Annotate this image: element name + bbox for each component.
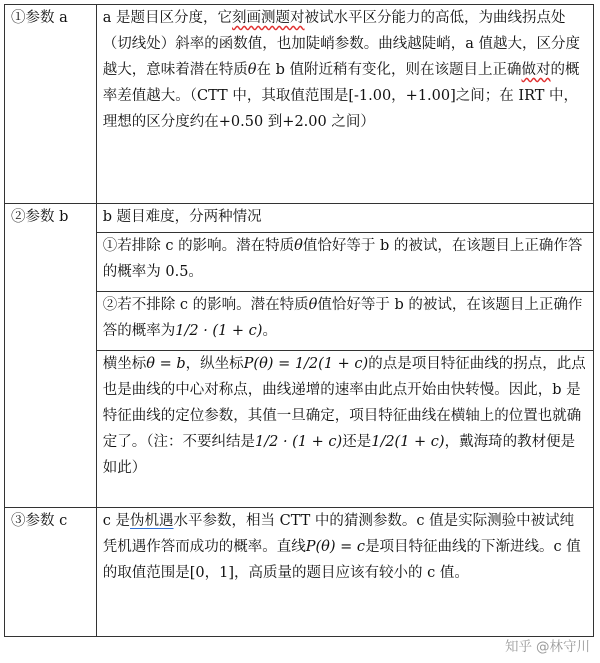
spellcheck-underlined-text: 刻画测题对 — [232, 10, 305, 26]
formula: 1/2 · (1 + c) — [255, 434, 343, 450]
text-segment: 水平参数，相当 CTT 中的猜测参数。c 值是实际测验中被试纯凭机遇作答而成功的概率。直线 — [102, 513, 575, 555]
param-b-case-1 — [96, 233, 593, 292]
param-b-heading: b 题目难度，分两种情况 — [96, 204, 593, 233]
irt-parameter-table — [4, 4, 594, 637]
param-b-label: ②参数 b — [5, 204, 97, 508]
text-segment: 值恰好等于 b 的被试，在该题目上正确作答的概率为 — [102, 297, 583, 339]
text-segment: 横坐标 — [102, 356, 147, 372]
text-segment: a 是题目区分度，它 — [102, 10, 233, 26]
theta-symbol: θ — [308, 297, 318, 313]
text-segment: 在 b 值附近稍有变化，则在该题目上正确 — [256, 62, 522, 78]
param-b-case-2 — [96, 292, 593, 351]
text-segment: 被试水平区分能力的高低，为曲线拐点处（切线处）斜率的函数值，也加陡峭参数。曲线越陡峭，a 值越大，区分度越大，意味着潜在特质 — [102, 10, 581, 78]
theta-symbol: θ — [294, 238, 303, 254]
formula: P(θ) = c — [305, 539, 366, 555]
param-c-label: ③参数 c — [5, 508, 97, 637]
grammar-underlined-text: 伪机遇 — [130, 513, 174, 529]
text-segment: 还是 — [342, 434, 372, 450]
table-row — [5, 508, 594, 637]
watermark-site: 知乎 — [505, 639, 532, 655]
text-segment: ②若不排除 c 的影响。潜在特质 — [102, 297, 309, 313]
param-a-description — [96, 5, 593, 204]
watermark-author: @林守川 — [536, 639, 590, 655]
text-segment: 的概率差值越大。（CTT 中，其取值范围是[-1.00，+1.00]之间；在 IRT 中，理想的区分度约在+0.50 到+2.00 之间） — [102, 62, 580, 130]
theta-symbol: θ — [247, 62, 257, 78]
text-segment: c 是 — [102, 513, 130, 529]
formula: 1/2(1 + c) — [371, 434, 445, 450]
text-segment: 是项目特征曲线的下渐进线。c 值的取值范围是[0，1]，高质量的题目应该有较小的 c 值。 — [102, 539, 581, 581]
param-a-label: ①参数 a — [5, 5, 97, 204]
param-b-explanation — [96, 351, 593, 508]
zhihu-watermark — [505, 635, 590, 655]
formula: θ = b — [146, 356, 186, 372]
text-segment: ①若排除 c 的影响。潜在特质 — [102, 238, 295, 254]
formula: 1/2 · (1 + c) — [175, 323, 263, 339]
param-c-description — [96, 508, 593, 637]
text-segment: 的点是项目特征曲线的拐点，此点也是曲线的中心对称点，曲线递增的速率由此点开始由快转慢。因此，b 是特征曲线的定位参数，其值一旦确定，项目特征曲线在横轴上的位置也就确定了。（注：不要纠结是 — [102, 356, 586, 450]
text-segment: ，纵坐标 — [185, 356, 244, 372]
table-row — [5, 5, 594, 204]
table-row — [5, 204, 594, 233]
text-segment: 。 — [262, 323, 277, 339]
text-segment: ，戴海琦的教材便是如此） — [102, 434, 576, 476]
spellcheck-underlined-text: 做对 — [521, 62, 551, 78]
text-segment: 值恰好等于 b 的被试，在该题目上正确作答的概率为 0.5。 — [102, 238, 583, 280]
formula: P(θ) = 1/2(1 + c) — [243, 356, 369, 372]
